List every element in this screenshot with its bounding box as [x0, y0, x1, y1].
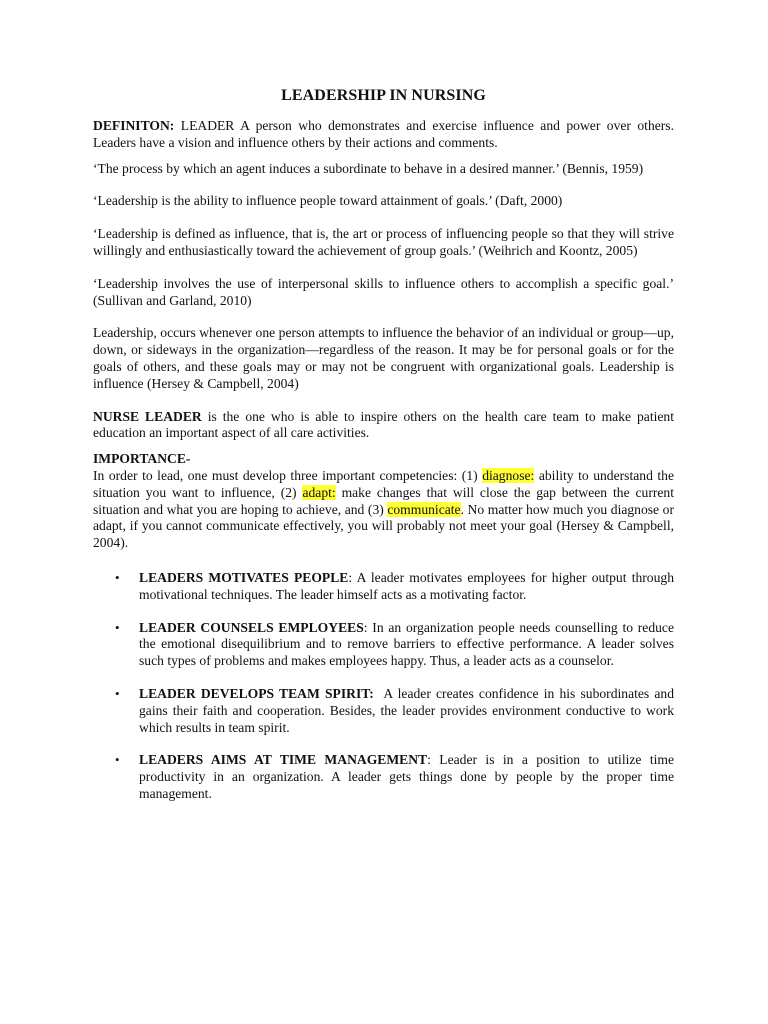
list-item-team-spirit [93, 685, 678, 736]
point-text: : Leader is in a position to utilize time productivity in an organization. A leader gets things done by people by the proper time management. [139, 752, 674, 801]
quote-weihrich-koontz: ‘Leadership is defined as influence, that is, the art or process of influencing people so that they will strive willingly and enthusiastically toward the achievement of group goals.’ (Weihrich and Koontz, 2005) [93, 226, 674, 258]
list-item-counsels [93, 620, 674, 670]
point-label: LEADER COUNSELS EMPLOYEES [139, 619, 364, 635]
point-label: LEADERS MOTIVATES PEOPLE [139, 569, 349, 585]
point-text: A leader creates confidence in his subordinates and gains their faith and cooperation. Besides, the leader provides environment conductive to work which results in team spirit. [139, 685, 678, 735]
point-label: LEADERS AIMS AT TIME MANAGEMENT [139, 752, 428, 768]
point-text: : In an organization people needs counselling to reduce the emotional disequilibrium and to remove barriers to effective performance. A leader solves such types of problems and makes employees happy. Thus, a leader acts as a counselor. [139, 619, 674, 669]
bullet-icon: • [115, 619, 120, 635]
page-title: LEADERSHIP IN NURSING [281, 87, 486, 104]
quote-sullivan-garland: ‘Leadership involves the use of interpersonal skills to influence others to accomplish a specific goal.’ (Sullivan and Garland, 2010) [93, 275, 674, 308]
point-label: LEADER DEVELOPS TEAM SPIRIT: [139, 685, 374, 701]
importance-text-3: make changes that will close the gap between the current situation and what you are hoping to achieve, and (3) [93, 484, 674, 517]
highlight-adapt: adapt: [302, 484, 336, 500]
nurse-leader-paragraph [93, 409, 674, 443]
list-item-motivates [93, 570, 674, 604]
bullet-icon: • [115, 685, 120, 701]
importance-text-1: In order to lead, one must develop three important competencies: (1) [93, 467, 483, 483]
definition-text: LEADER A person who demonstrates and exercise influence and power over others. Leaders have a vision and influence others by their actions and comments. [93, 118, 674, 150]
importance-bullet-list [93, 569, 678, 803]
quote-hersey-campbell: Leadership, occurs whenever one person attempts to influence the behavior of an individual or group—up, down, or sideways in the organization—regardless of the reason. It may be for personal goals or for the goals of others, and these goals may or may not be congruent with organizational goals. Leadership is influence (Hersey & Campbell, 2004) [93, 325, 674, 391]
definition-label: DEFINITON: [93, 118, 175, 133]
quote-daft: ‘Leadership is the ability to influence people toward attainment of goals.’ (Daft, 2000) [93, 193, 563, 209]
quote-bennis: ‘The process by which an agent induces a subordinate to behave in a desired manner.’ (Bennis, 1959) [93, 160, 644, 176]
nurse-leader-text: is the one who is able to inspire others on the health care team to make patient education an important aspect of all care activities. [93, 408, 674, 441]
highlight-communicate: communicate [387, 501, 461, 517]
importance-paragraph [93, 468, 674, 552]
bullet-icon: • [115, 752, 120, 768]
importance-text-2: ability to understand the situation you want to influence, (2) [93, 467, 675, 500]
document-page [93, 86, 678, 819]
point-text: : A leader motivates employees for higher output through motivational techniques. The leader himself acts as a motivating factor. [139, 569, 674, 602]
nurse-leader-label: NURSE LEADER [93, 408, 202, 424]
bullet-icon: • [115, 569, 120, 585]
importance-text-4: . No matter how much you diagnose or adapt, if you cannot communicate effectively, you will probably not meet your goal (Hersey & Campbell, 2004). [93, 501, 674, 551]
importance-heading: IMPORTANCE- [93, 451, 191, 467]
definition-paragraph [93, 118, 674, 152]
list-item-time-management [93, 752, 674, 802]
highlight-diagnose: diagnose: [482, 467, 535, 483]
